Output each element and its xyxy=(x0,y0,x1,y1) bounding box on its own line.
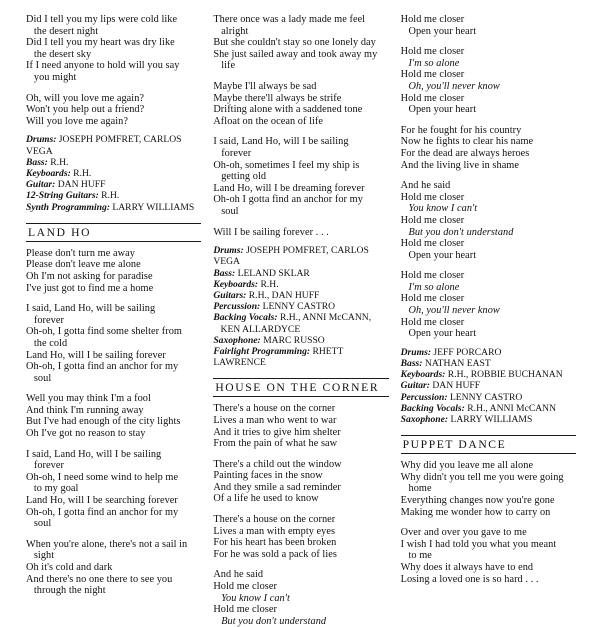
lyric-line: Oh I'm not asking for paradise xyxy=(26,270,153,282)
song-title: PUPPET DANCE xyxy=(402,438,507,452)
lyric-line: For he was sold a pack of lies xyxy=(213,548,337,560)
lyric-line: There's a house on the corner xyxy=(213,403,336,415)
credit-line xyxy=(26,134,201,156)
song-heading xyxy=(213,378,388,397)
lyric-line: Won't you help out a friend? xyxy=(26,104,145,116)
credit-performer: NATHAN EAST xyxy=(424,358,491,370)
credit-line xyxy=(213,312,388,323)
lyric-line: Hold me closer xyxy=(400,69,465,81)
stanza-spacer xyxy=(213,218,388,227)
lyric-line: Oh it's cold and dark xyxy=(26,562,113,574)
lyric-line: soul xyxy=(26,372,52,384)
credit-line xyxy=(26,157,201,168)
lyric-line: There's a child out the window xyxy=(213,458,342,470)
stanza-spacer xyxy=(26,84,201,93)
credit-role: Saxophone: xyxy=(213,334,264,346)
lyric-line: forever xyxy=(26,314,64,326)
credit-line xyxy=(401,392,576,403)
lyric-line: Lives a man with empty eyes xyxy=(213,525,336,537)
lyric-line: From the pain of what he saw xyxy=(213,438,338,450)
lyric-line: But I've had enough of the city lights xyxy=(26,416,181,428)
lyric-line: I said, Land Ho, will I be sailing xyxy=(213,136,349,148)
lyric-line: Open your heart xyxy=(400,249,477,261)
credit-line xyxy=(26,179,201,190)
lyric-line: soul xyxy=(26,518,52,530)
credit-line xyxy=(213,324,388,335)
stanza-spacer xyxy=(26,530,201,539)
lyric-line: If I need anyone to hold will you say xyxy=(26,60,180,72)
lyric-line: There's a house on the corner xyxy=(213,514,336,526)
song-title: HOUSE ON THE CORNER xyxy=(215,381,380,395)
credit-performer: JOSEPH POMFRET, CARLOS VEGA xyxy=(213,245,372,268)
lyric-line: When you're alone, there's not a sail in xyxy=(26,538,188,550)
stanza-spacer xyxy=(213,505,388,514)
credit-line xyxy=(401,403,576,414)
lyric-line: Hold me closer xyxy=(213,581,277,593)
credit-role: Guitar: xyxy=(400,380,433,392)
lyric-line: the desert sky xyxy=(26,48,92,60)
lyric-line: Over and over you gave to me xyxy=(400,527,527,539)
lyric-line: Hold me closer xyxy=(400,92,465,104)
credit-role: Drums: xyxy=(213,245,247,257)
lyric-line: For he fought for his country xyxy=(400,124,522,136)
stanza-spacer xyxy=(213,560,388,569)
lyric-line: Lives a man who went to war xyxy=(213,414,337,426)
stanza-spacer xyxy=(401,518,576,527)
credit-performer: R.H., ANNI McCANN xyxy=(467,402,557,414)
lyric-line: Why did you leave me all alone xyxy=(400,460,534,472)
lyric-line: forever xyxy=(26,460,64,472)
lyric-line-italic: You know I can't xyxy=(213,592,290,604)
credit-role: Bass: xyxy=(26,156,51,168)
lyric-line: Oh-oh, I gotta find an anchor for my xyxy=(26,506,179,518)
lyric-line: Oh, will you love me again? xyxy=(26,92,145,104)
lyric-line: Oh-oh, I need some wind to help me xyxy=(26,471,179,483)
lyric-line: Hold me closer xyxy=(400,214,465,226)
credit-performer: JOSEPH POMFRET, CARLOS VEGA xyxy=(26,134,184,157)
credit-performer: R.H. xyxy=(260,278,279,290)
credit-performer: LARRY WILLIAMS xyxy=(112,201,195,213)
song-heading xyxy=(401,435,576,454)
lyric-line: Hold me closer xyxy=(400,293,465,305)
lyric-line: I've just got to find me a home xyxy=(26,282,154,294)
lyric-line: getting old xyxy=(213,171,267,183)
lyric-line: Of a life he used to know xyxy=(213,493,319,505)
stanza-spacer xyxy=(213,72,388,81)
credit-role: Drums: xyxy=(400,346,434,358)
lyric-line: to me xyxy=(400,550,432,562)
lyric-line: For his heart has been broken xyxy=(213,537,337,549)
credit-role: Keyboards: xyxy=(26,167,74,179)
column-2 xyxy=(213,14,400,627)
credit-role: Synth Programming: xyxy=(26,201,113,213)
credit-role: Drums: xyxy=(26,134,59,146)
credit-performer: LARRY WILLIAMS xyxy=(450,414,533,426)
credit-performer: LENNY CASTRO xyxy=(449,391,523,403)
stanza-spacer xyxy=(213,127,388,136)
lyric-line: Open your heart xyxy=(400,25,477,37)
lyric-line: Please don't turn me away xyxy=(26,247,135,259)
lyric-line: Open your heart xyxy=(400,104,477,116)
stanza-spacer xyxy=(401,171,576,180)
lyric-line: Why does it always have to end xyxy=(400,562,534,574)
lyric-line: to my goal xyxy=(26,483,79,495)
lyric-line: sight xyxy=(26,550,55,562)
lyric-line: But she couldn't stay so one lonely day xyxy=(213,37,376,49)
lyric-line: And it tries to give him shelter xyxy=(213,426,341,438)
column-3 xyxy=(401,14,588,590)
credit-line xyxy=(213,301,388,312)
credit-performer: R.H. xyxy=(101,190,120,202)
lyric-line: Hold me closer xyxy=(400,191,465,203)
lyric-line: Maybe there'll always be strife xyxy=(213,92,342,104)
lyric-line: Everything changes now you're gone xyxy=(400,495,555,507)
credit-role: Bass: xyxy=(400,358,425,370)
lyric-line-italic: I'm so alone xyxy=(400,281,460,293)
song-title: LAND HO xyxy=(28,225,92,239)
lyric-line: Will you love me again? xyxy=(26,115,128,127)
credit-line xyxy=(401,358,576,369)
credit-role: Guitar: xyxy=(26,179,58,191)
credit-performer: R.H., DAN HUFF xyxy=(248,289,320,301)
lyric-line-italic: Oh, you'll never know xyxy=(400,80,500,92)
lyric-line: forever xyxy=(213,147,252,159)
credit-line xyxy=(401,414,576,425)
heading-rule-bottom xyxy=(213,396,388,397)
lyric-line: home xyxy=(400,483,432,495)
lyric-line: Hold me closer xyxy=(400,238,465,250)
credits-block xyxy=(26,134,201,212)
credit-line xyxy=(213,346,388,368)
credit-line xyxy=(213,290,388,301)
credit-performer: LELAND SKLAR xyxy=(237,267,310,279)
lyric-line: Did I tell you my lips were cold like xyxy=(26,14,178,25)
lyric-line: Well you may think I'm a fool xyxy=(26,393,151,405)
credit-role: Backing Vocals: xyxy=(213,312,280,324)
credit-performer: DAN HUFF xyxy=(432,380,481,392)
credit-line xyxy=(213,279,388,290)
heading-rule-bottom xyxy=(26,241,201,242)
lyric-line: alright xyxy=(213,25,249,37)
credit-role: Fairlight Programming: xyxy=(213,345,313,357)
column-container xyxy=(26,14,588,627)
lyric-line: Please don't leave me alone xyxy=(26,259,141,271)
credits-block xyxy=(401,347,576,425)
lyric-line-italic: You know I can't xyxy=(400,203,478,215)
stanza-spacer xyxy=(401,37,576,46)
lyric-line: I said, Land Ho, will I be sailing xyxy=(26,448,162,460)
credit-performer: R.H. xyxy=(73,167,92,179)
song-heading xyxy=(26,223,201,242)
lyric-line-italic: But you don't understand xyxy=(213,615,327,627)
lyric-line: Land Ho, will I be sailing forever xyxy=(26,349,166,361)
lyric-line: Will I be sailing forever . . . xyxy=(213,226,329,238)
lyric-line: the cold xyxy=(26,337,68,349)
lyric-line: Hold me closer xyxy=(400,46,465,58)
lyric-line: soul xyxy=(213,205,239,217)
lyric-line: Now he fights to clear his name xyxy=(400,136,534,148)
lyric-line: Hold me closer xyxy=(213,604,277,616)
credit-line xyxy=(213,335,388,346)
credit-role: Saxophone: xyxy=(400,414,451,426)
credits-block xyxy=(213,245,388,368)
lyric-line-italic: I'm so alone xyxy=(400,57,460,69)
lyric-line: Did I tell you my heart was dry like xyxy=(26,37,175,49)
lyric-line: Hold me closer xyxy=(400,270,465,282)
lyric-line: Oh-oh, sometimes I feel my ship is xyxy=(213,159,360,171)
lyric-line: And they smile a sad reminder xyxy=(213,481,341,493)
heading-rule-bottom xyxy=(401,453,576,454)
credit-role: Percussion: xyxy=(400,391,450,403)
lyric-line: life xyxy=(213,60,236,72)
credit-performer: LENNY CASTRO xyxy=(262,301,336,313)
credit-role: Percussion: xyxy=(213,301,263,313)
credit-performer: MARC RUSSO xyxy=(263,334,325,346)
lyric-line: Maybe I'll always be sad xyxy=(213,80,317,92)
credit-performer: R.H. xyxy=(50,156,69,168)
lyric-line: Losing a loved one is so hard . . . xyxy=(400,573,539,585)
stanza-spacer xyxy=(401,116,576,125)
credit-line xyxy=(401,347,576,358)
credit-performer: DAN HUFF xyxy=(57,179,106,191)
stanza-spacer xyxy=(26,384,201,393)
lyric-line: And think I'm running away xyxy=(26,404,144,416)
lyric-line: Afloat on the ocean of life xyxy=(213,115,324,127)
credit-role: Guitars: xyxy=(213,289,249,301)
lyric-line: Oh-oh, I gotta find some shelter from xyxy=(26,326,182,338)
lyric-line: She just sailed away and took away my xyxy=(213,48,378,60)
lyric-line: Oh-oh, I gotta find an anchor for my xyxy=(26,361,179,373)
lyric-line: Land Ho, will I be searching forever xyxy=(26,495,178,507)
credit-line xyxy=(213,245,388,267)
lyric-line: through the night xyxy=(26,585,106,597)
lyric-line: For the dead are always heroes xyxy=(400,147,530,159)
credit-line xyxy=(26,190,201,201)
lyric-line: you might xyxy=(26,71,77,83)
credit-line xyxy=(401,369,576,380)
lyric-line-italic: Oh, you'll never know xyxy=(400,305,500,317)
credit-performer: JEFF PORCARO xyxy=(433,346,502,358)
lyric-line: I said, Land Ho, will be sailing xyxy=(26,303,156,315)
credit-line xyxy=(213,268,388,279)
lyric-line: Open your heart xyxy=(400,328,477,340)
lyric-line: Hold me closer xyxy=(400,14,465,25)
credit-role: Backing Vocals: xyxy=(400,402,468,414)
lyric-line: And there's no one there to see you xyxy=(26,573,173,585)
lyric-line: There once was a lady made me feel xyxy=(213,14,366,25)
lyric-line: Oh I've got no reason to stay xyxy=(26,428,146,440)
lyric-line: Oh-oh I gotta find an anchor for my xyxy=(213,194,363,206)
credit-role: Bass: xyxy=(213,267,238,279)
lyric-line: Drifting alone with a saddened tone xyxy=(213,104,363,116)
credit-line xyxy=(401,380,576,391)
lyric-line: And he said xyxy=(213,569,264,581)
stanza-spacer xyxy=(26,294,201,303)
credit-performer: R.H., ROBBIE BUCHANAN xyxy=(447,369,563,381)
credit-line xyxy=(26,202,201,213)
lyric-line: Painting faces in the snow xyxy=(213,470,323,482)
credit-line xyxy=(26,168,201,179)
credit-performer: KEN ALLARDYCE xyxy=(213,323,301,335)
credit-performer: RHETT LAWRENCE xyxy=(213,345,346,369)
stanza-spacer xyxy=(401,261,576,270)
lyric-line: And he said xyxy=(400,180,451,192)
stanza-spacer xyxy=(26,440,201,449)
lyric-line: And the living live in shame xyxy=(400,159,519,171)
lyric-line: Land Ho, will I be dreaming forever xyxy=(213,182,365,194)
lyric-line-italic: But you don't understand xyxy=(400,226,514,238)
credit-role: Keyboards: xyxy=(213,278,261,290)
credit-role: 12-String Guitars: xyxy=(26,190,102,202)
stanza-spacer xyxy=(213,450,388,459)
lyric-line: Making me wonder how to carry on xyxy=(400,506,551,518)
lyric-line: Why didn't you tell me you were going xyxy=(400,471,564,483)
lyric-line: the desert night xyxy=(26,25,99,37)
credit-performer: R.H., ANNI McCANN, xyxy=(279,312,372,324)
lyric-line: I wish I had told you what you meant xyxy=(400,538,557,550)
credit-role: Keyboards: xyxy=(400,369,448,381)
lyric-line: Hold me closer xyxy=(400,316,465,328)
column-1 xyxy=(26,14,213,597)
